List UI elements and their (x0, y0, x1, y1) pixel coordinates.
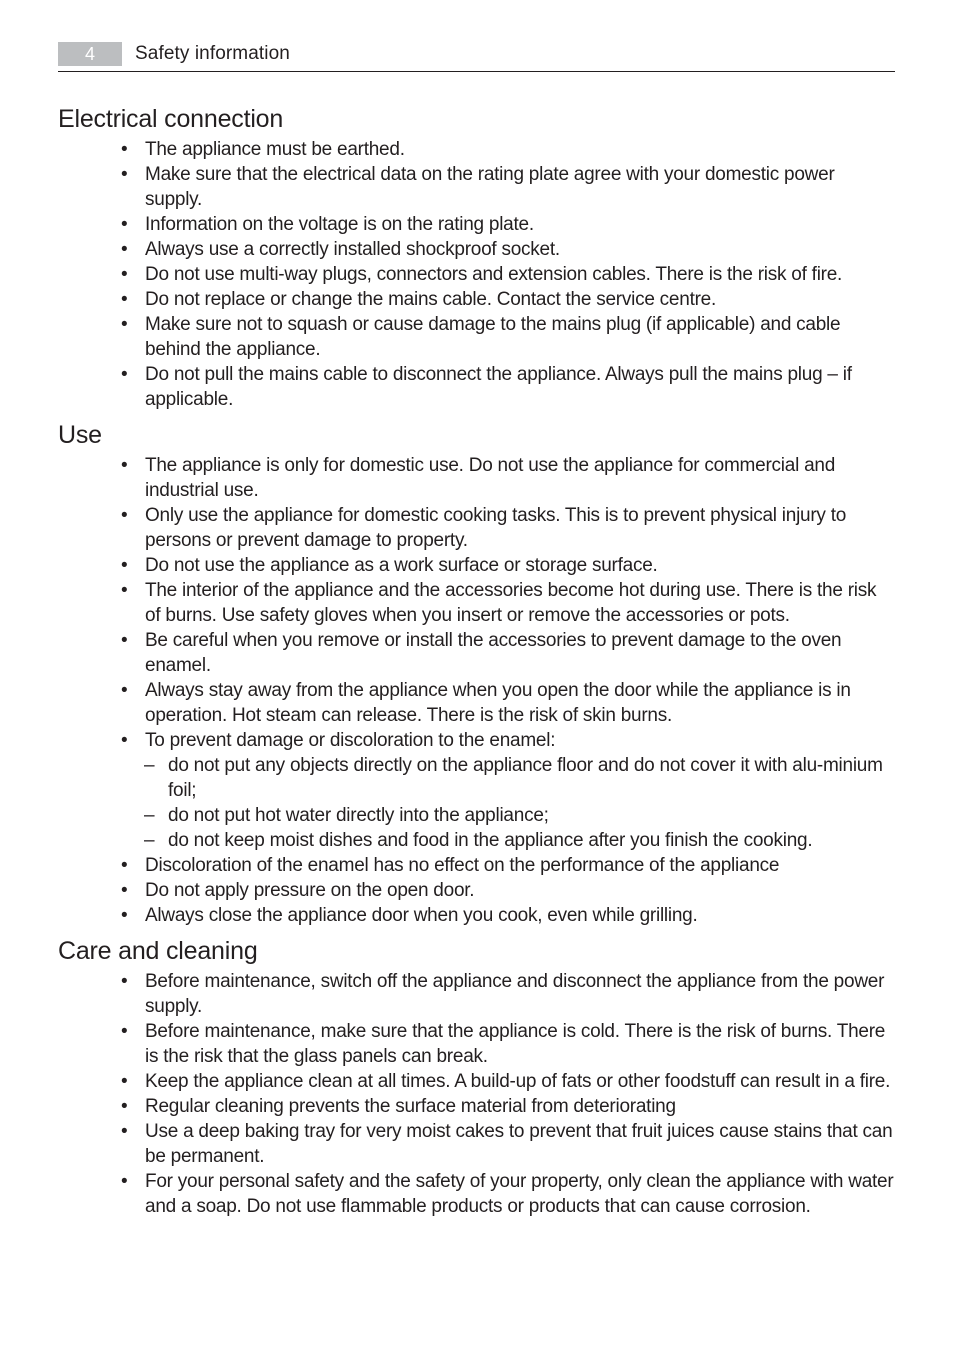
list-item: • Regular cleaning prevents the surface material from deteriorating (121, 1096, 676, 1117)
bullet-icon: • (121, 1171, 128, 1192)
care-and-cleaning-list (58, 969, 895, 1219)
bullet-icon: • (121, 680, 128, 701)
list-item: • The interior of the appliance and the accessories become hot during use. There is the risk of burns. Use safety gloves when you insert or remove the accessories or pots. (121, 580, 877, 626)
list-item: • Use a deep baking tray for very moist cakes to prevent that fruit juices cause stains that can be permanent. (121, 1121, 893, 1167)
bullet-icon: • (121, 139, 128, 160)
list-item: • Keep the appliance clean at all times. A build-up of fats or other foodstuff can result in a fire. (121, 1071, 891, 1092)
bullet-icon: • (121, 905, 128, 926)
dash-icon: – (144, 805, 155, 826)
bullet-icon: • (121, 1071, 128, 1092)
page-number: 4 (58, 42, 122, 66)
list-item: • To prevent damage or discoloration to the enamel: (121, 730, 556, 751)
sublist-container (58, 753, 895, 853)
bullet-icon: • (121, 314, 128, 335)
enamel-sublist (58, 753, 895, 853)
list-item: • Do not apply pressure on the open door. (121, 880, 475, 901)
electrical-connection-list (58, 137, 895, 412)
page-header (58, 40, 895, 72)
bullet-icon: • (121, 264, 128, 285)
list-item: • Information on the voltage is on the rating plate. (121, 214, 534, 235)
bullet-icon: • (121, 855, 128, 876)
sublist-item: – do not put hot water directly into the appliance; (144, 805, 549, 826)
list-item: • Do not use the appliance as a work surface or storage surface. (121, 555, 658, 576)
section-title-care-and-cleaning: Care and cleaning (58, 937, 258, 965)
bullet-icon: • (121, 455, 128, 476)
list-item: • Do not pull the mains cable to disconnect the appliance. Always pull the mains plug – if applicable. (121, 364, 852, 410)
section-title-electrical-connection: Electrical connection (58, 105, 284, 133)
list-item: • Do not use multi-way plugs, connectors and extension cables. There is the risk of fire. (121, 264, 843, 285)
list-item: • Be careful when you remove or install the accessories to prevent damage to the oven enamel. (121, 630, 842, 676)
use-list (58, 453, 895, 928)
bullet-icon: • (121, 555, 128, 576)
list-item: • Do not replace or change the mains cable. Contact the service centre. (121, 289, 717, 310)
list-item: • Make sure not to squash or cause damage to the mains plug (if applicable) and cable behind the appliance. (121, 314, 841, 360)
bullet-icon: • (121, 971, 128, 992)
bullet-icon: • (121, 239, 128, 260)
list-item: • Before maintenance, switch off the appliance and disconnect the appliance from the power supply. (121, 971, 885, 1017)
list-item: • Always close the appliance door when you cook, even while grilling. (121, 905, 698, 926)
bullet-icon: • (121, 880, 128, 901)
list-item: • For your personal safety and the safety of your property, only clean the appliance with water and a soap. Do not use flammable products or products that can cause corrosion. (121, 1171, 894, 1217)
dash-icon: – (144, 755, 155, 776)
bullet-icon: • (121, 1021, 128, 1042)
dash-icon: – (144, 830, 155, 851)
list-item: • Always stay away from the appliance when you open the door while the appliance is in operation. Hot steam can release. There is the risk of skin burns. (121, 680, 851, 726)
list-item: • Make sure that the electrical data on the rating plate agree with your domestic power supply. (121, 164, 835, 210)
bullet-icon: • (121, 364, 128, 385)
bullet-icon: • (121, 630, 128, 651)
bullet-icon: • (121, 730, 128, 751)
bullet-icon: • (121, 289, 128, 310)
header-title: Safety information (135, 43, 290, 64)
bullet-icon: • (121, 505, 128, 526)
list-item: • Only use the appliance for domestic cooking tasks. This is to prevent physical injury to persons or prevent damage to property. (121, 505, 847, 551)
bullet-icon: • (121, 214, 128, 235)
list-item: • The appliance must be earthed. (121, 139, 405, 160)
sublist-item: – do not keep moist dishes and food in the appliance after you finish the cooking. (144, 830, 813, 851)
section-title-use: Use (58, 421, 102, 449)
sublist-item: – do not put any objects directly on the appliance floor and do not cover it with alu-minium foil; (144, 755, 883, 801)
list-item: • Before maintenance, make sure that the appliance is cold. There is the risk of burns. There is the risk that the glass panels can break. (121, 1021, 886, 1067)
bullet-icon: • (121, 580, 128, 601)
bullet-icon: • (121, 1121, 128, 1142)
bullet-icon: • (121, 1096, 128, 1117)
list-item: • Always use a correctly installed shockproof socket. (121, 239, 560, 260)
bullet-icon: • (121, 164, 128, 185)
list-item: • The appliance is only for domestic use. Do not use the appliance for commercial and industrial use. (121, 455, 836, 501)
list-item: • Discoloration of the enamel has no effect on the performance of the appliance (121, 855, 780, 876)
page-content (58, 104, 895, 1227)
